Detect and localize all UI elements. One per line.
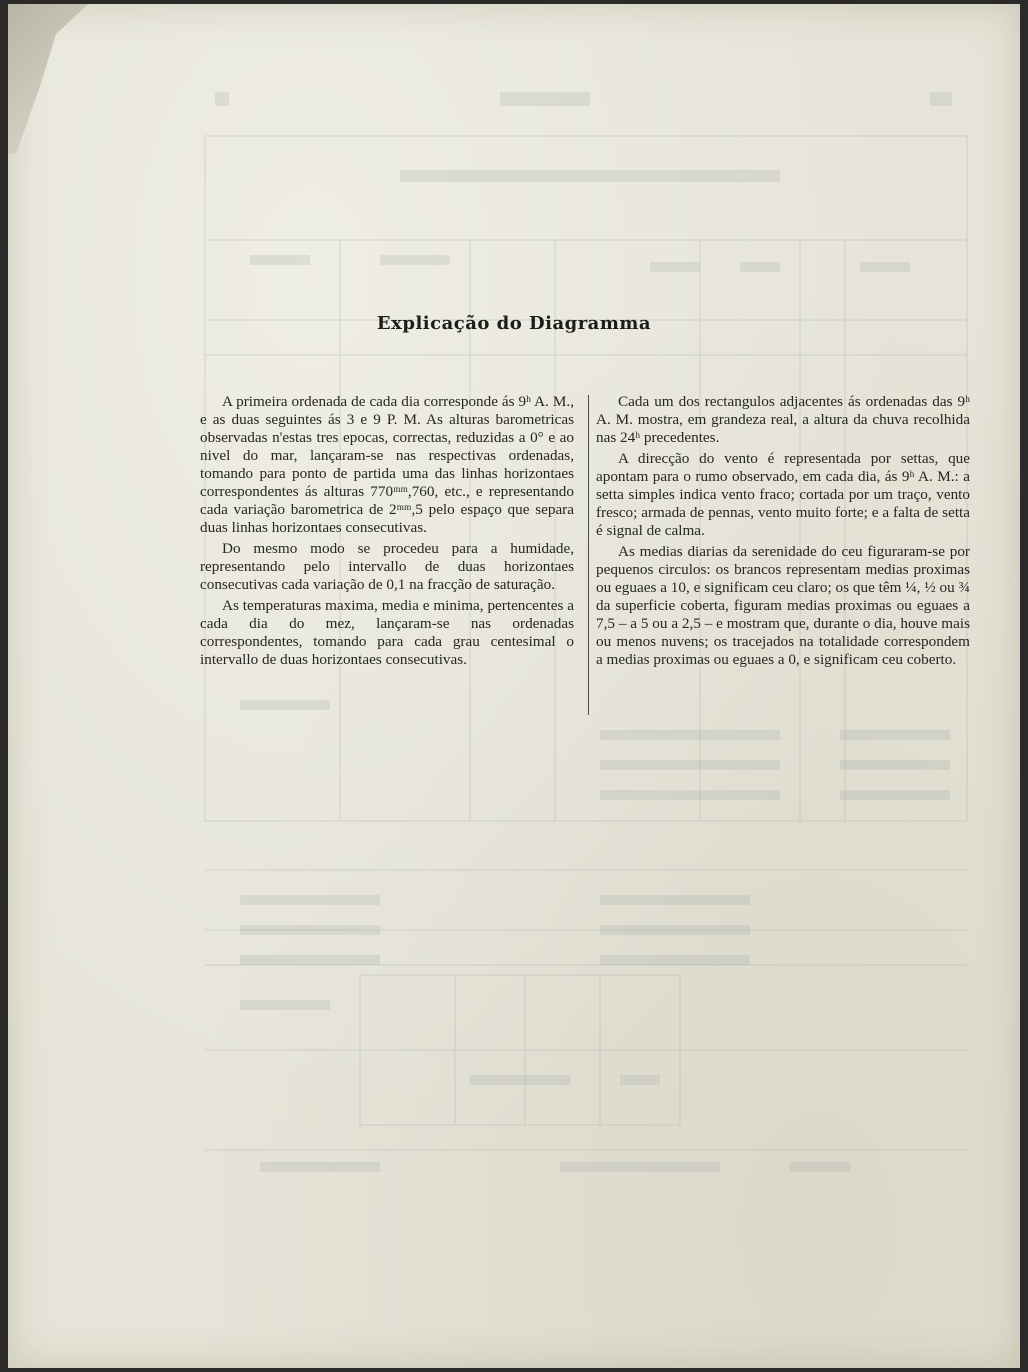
paragraph-wind: A direcção do vento é representada por settas, que apontam para o rumo observado, em cada dia, ás 9ʰ A. M.: a setta simples indica vento fraco; cortada por um traço, vento fresco; armada de pennas, vento muito forte; e a falta de setta é signal de calma. (596, 450, 970, 539)
column-divider (588, 395, 589, 715)
right-column (596, 393, 970, 672)
section-title: Explicação do Diagramma (376, 313, 652, 334)
paragraph-rain: Cada um dos rectangulos adjacentes ás ordenadas das 9ʰ A. M. mostra, em grandeza real, a altura da chuva recolhida nas 24ʰ precedentes. (596, 393, 970, 446)
paragraph-temperature: As temperaturas maxima, media e minima, pertencentes a cada dia do mez, lançaram-se nas ordenadas correspondentes, tomando para cada grau centesimal o intervallo de duas horizontaes consecutivas. (200, 597, 574, 668)
document-page (8, 4, 1020, 1368)
paragraph-sky: As medias diarias da serenidade do ceu figuraram-se por pequenos circulos: os brancos representam medias proximas ou eguaes a 10, e significam ceu claro; os que têm ¼, ½ ou ¾ da superficie coberta, figuram medias proximas ou eguaes a 7,5 – a 5 ou a 2,5 – e mostram que, durante o dia, houve mais ou menos nuvens; os tracejados na totalidade correspondem a medias proximas ou eguaes a 0, e significam ceu coberto. (596, 543, 970, 668)
left-column (200, 393, 574, 672)
paragraph-humidity: Do mesmo modo se procedeu para a humidade, representando pelo intervallo de duas horizontaes consecutivas cada variação de 0,1 na fracção de saturação. (200, 540, 574, 593)
paragraph-barometer: A primeira ordenada de cada dia corresponde ás 9ʰ A. M., e as duas seguintes ás 3 e 9 P. M. As alturas barometricas observadas n'estas tres epocas, correctas, reduzidas a 0° e ao nivel do mar, lançaram-se nas respectivas ordenadas, tomando para ponto de partida uma das linhas horizontaes correspondentes ás alturas 770ᵐᵐ,760, etc., e representando cada variação barometrica de 2ᵐᵐ,5 pelo espaço que separa duas linhas horizontaes consecutivas. (200, 393, 574, 536)
